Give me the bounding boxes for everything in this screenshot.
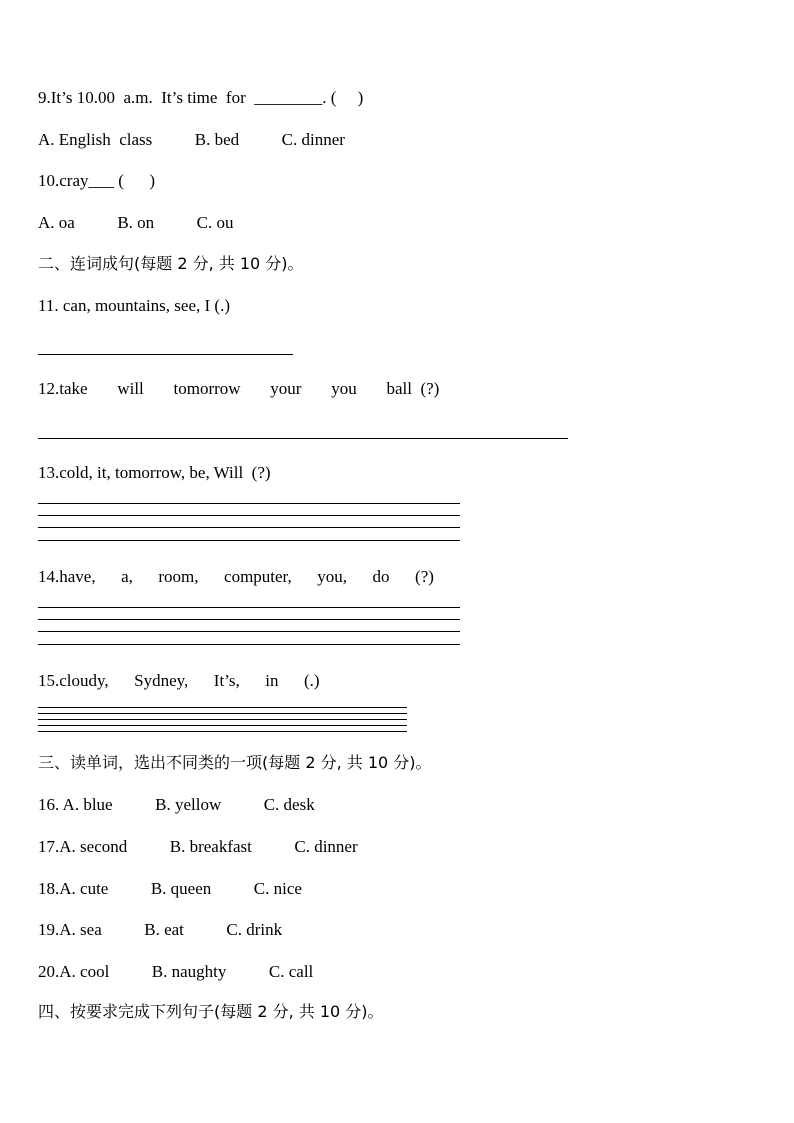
question-10-options: A. oa B. on C. ou [38, 213, 234, 232]
answer-line [38, 438, 568, 439]
answer-line [38, 644, 460, 645]
answer-line [38, 515, 460, 516]
answer-line [38, 503, 460, 504]
question-14: 14.have, a, room, computer, you, do (?) [38, 567, 434, 586]
section-2-heading: 二、连词成句(每题 2 分, 共 10 分)。 [38, 254, 304, 273]
question-16: 16. A. blue B. yellow C. desk [38, 795, 315, 814]
question-17: 17.A. second B. breakfast C. dinner [38, 837, 358, 856]
question-18: 18.A. cute B. queen C. nice [38, 879, 302, 898]
answer-line [38, 540, 460, 541]
answer-line [38, 631, 460, 632]
question-9: 9.It’s 10.00 a.m. It’s time for ________. ( ) [38, 88, 364, 107]
answer-line [38, 527, 460, 528]
answer-line [38, 707, 407, 708]
answer-line [38, 619, 460, 620]
answer-line [38, 354, 293, 355]
answer-line [38, 725, 407, 726]
question-19: 19.A. sea B. eat C. drink [38, 920, 283, 939]
section-3-heading: 三、读单词，选出不同类的一项(每题 2 分, 共 10 分)。 [38, 753, 432, 772]
question-10: 10.cray___ ( ) [38, 171, 156, 190]
question-9-options: A. English class B. bed C. dinner [38, 130, 345, 149]
answer-line [38, 607, 460, 608]
question-12: 12.take will tomorrow your you ball (?) [38, 379, 440, 398]
answer-line [38, 731, 407, 732]
section-4-heading: 四、按要求完成下列句子(每题 2 分, 共 10 分)。 [38, 1002, 384, 1021]
question-20: 20.A. cool B. naughty C. call [38, 962, 314, 981]
answer-line [38, 713, 407, 714]
question-11: 11. can, mountains, see, I (.) [38, 296, 230, 315]
answer-line [38, 719, 407, 720]
question-15: 15.cloudy, Sydney, It’s, in (.) [38, 671, 320, 690]
question-13: 13.cold, it, tomorrow, be, Will (?) [38, 463, 271, 482]
